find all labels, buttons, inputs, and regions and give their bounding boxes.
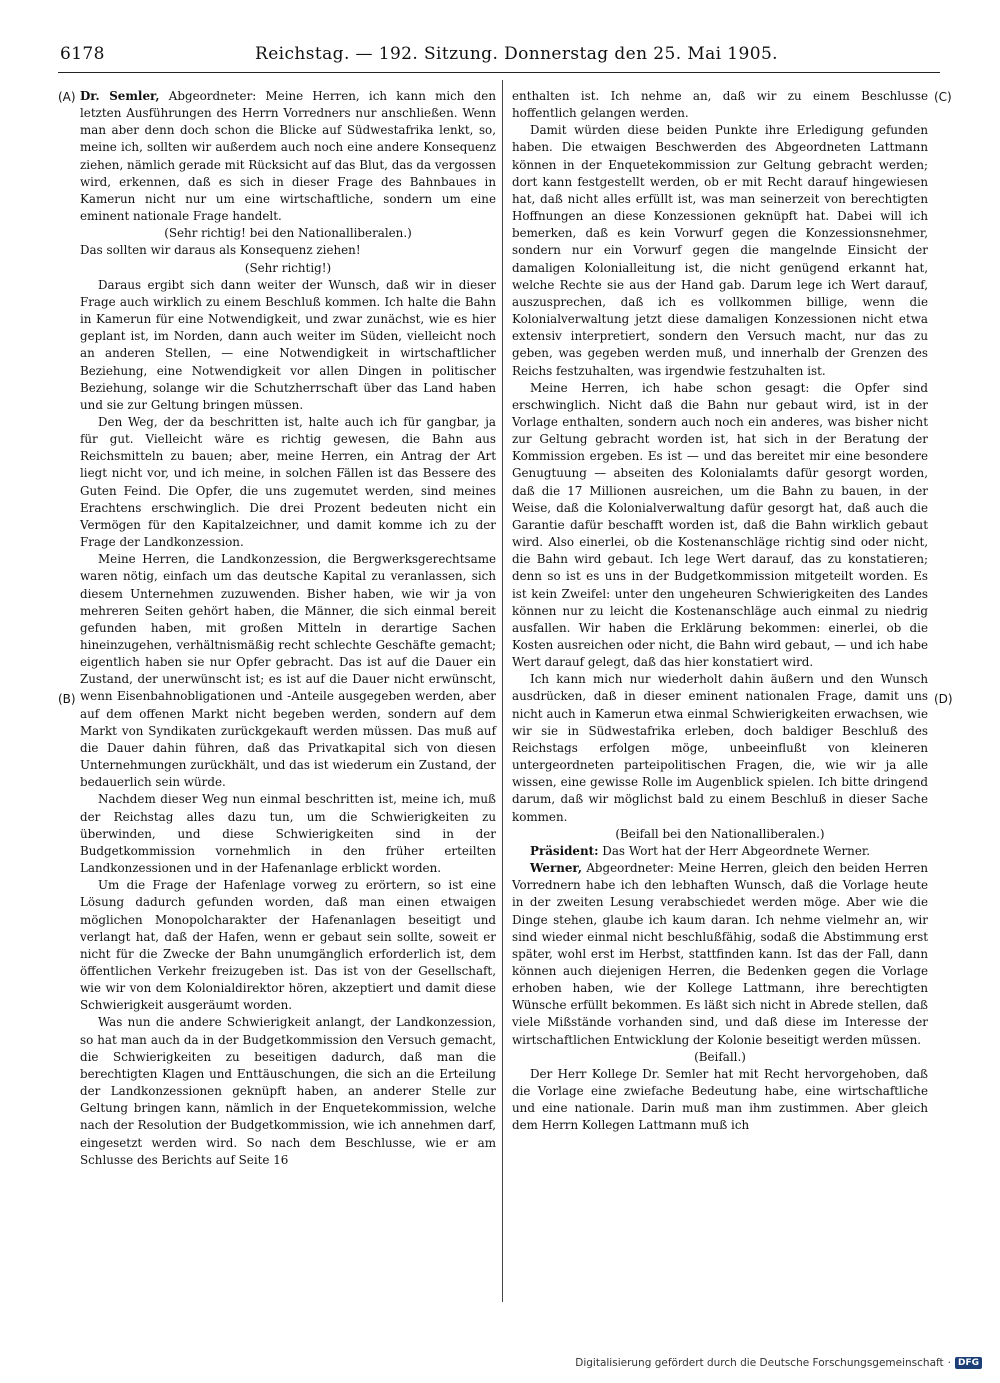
paragraph xyxy=(512,1066,928,1135)
paragraph-text: Ich kann mich nur wiederholt dahin äußern und den Wunsch ausdrücken, daß in dieser eminent nationalen Frage, damit uns nicht auch in Kamerun etwa einmal Schwierigkeiten erwachsen, wie wir sie in Südwestafrika erleben, doch baldiger Beschluß des Reichstags erfolgen möge, unbeeinflußt von kleineren untergeordneten parteipolitischen Fragen, die, wie wir ja alle wissen, eine gewisse Rolle im Augenblick spielen. Ich bitte dringend darum, daß wir möglichst bald zu einem Beschluß in dieser Sache kommen. xyxy=(512,672,928,824)
paragraph xyxy=(512,122,928,379)
paragraph xyxy=(512,860,928,1049)
page-footer: Digitalisierung gefördert durch die Deutsche Forschungsgemeinschaft · DFG xyxy=(575,1353,982,1373)
paragraph xyxy=(80,277,496,414)
paragraph-text: Was nun die andere Schwierigkeit anlangt, der Landkonzession, so hat man auch da in der Budgetkommission den Versuch gemacht, die Schwierigkeiten zu beseitigen dadurch, daß man die berechtigten Klagen und Enttäuschungen, die sich an die Erteilung der Landkonzessionen geknüpft haben, an anderer Stelle zur Geltung bringen kann, nämlich in der Enquetekommission, welche nach der Resolution der Budgetkommission, wie ich annehmen darf, eingesetzt werden wird. So nach dem Beschlusse, wie er am Schlusse des Berichts auf Seite 16 xyxy=(80,1015,496,1167)
paragraph xyxy=(512,1049,928,1066)
speaker-name: Werner, xyxy=(530,861,582,876)
paragraph-text: Abgeordneter: Meine Herren, gleich den beiden Herren Vorrednern habe ich den lebhaften Wunsch, daß die Vorlage heute in der zweiten Lesung verabschiedet werden möge. Aber wie die Dinge stehen, glaube ich kaum daran. Ich nehme vielmehr an, wir sind wieder einmal nicht beschlußfähig, sodaß die Abstimmung erst später, wohl erst im Herbst, stattfinden kann. Ist das der Fall, dann können auch diejenigen Herren, die Bedenken gegen die Vorlage erhoben haben, wie der Kollege Lattmann, ihre berechtigten Wünsche erfüllt bekommen. Es läßt sich nicht in Abrede stellen, daß viele Mißstände vorhanden sind, und daß diese im Interesse der wirtschaftlichen Entwicklung der Kolonie beseitigt werden müssen. xyxy=(512,861,928,1047)
paragraph-text: Meine Herren, ich habe schon gesagt: die Opfer sind erschwinglich. Nicht daß die Bahn nur gebaut wird, ist in der Vorlage enthalten, sondern auch noch ein anderes, was bisher nicht zur Geltung gebracht worden ist, hat sich in der Beratung der Kommission ergeben. Es ist — und das bereitet mir eine besondere Genugtuung — abseiten des Kolonialamts dafür gesorgt worden, daß die 17 Millionen ausreichen, um die Bahn zu bauen, in der Weise, daß die Kolonialverwaltung dafür gesorgt hat, daß auch die Garantie dafür beschafft worden ist, daß die Bahn wirklich gebaut wird. Also einerlei, ob die Kostenanschläge richtig sind oder nicht, die Bahn wird gebaut. Ich lege Wert darauf, das zu konstatieren; denn so ist es uns in der Budgetkommission mitgeteilt worden. Es ist kein Zweifel: unter den ungeheuren Schwierigkeiten des Landes können nur zu leicht die Kostenanschläge auch einmal zu niedrig ausfallen. Wir haben die Erklärung bekommen: einerlei, ob die Kosten ausreichen oder nicht, die Bahn wird gebaut, — und ich habe Wert darauf gelegt, daß das hier konstatiert wird. xyxy=(512,380,928,670)
margin-marker-a: (A) xyxy=(58,90,76,104)
page-header xyxy=(60,44,940,68)
paragraph-text: Um die Frage der Hafenlage vorweg zu erörtern, so ist eine Lösung dadurch gefunden worden, daß man einen etwaigen möglichen Monopolcharakter der Hafenanlagen beseitigt und verlangt hat, daß der Hafen, wenn er gebaut sein sollte, soweit er nicht für die Zwecke der Bahn unumgänglich erforderlich ist, dem öffentlichen Verkehr freizugeben ist. Das ist von der Gesellschaft, wie wir von dem Kolonialdirektor hören, akzeptiert und damit diese Schwierigkeit ausgeräumt worden. xyxy=(80,878,496,1013)
margin-marker-d: (D) xyxy=(934,692,953,706)
paragraph-text: Das sollten wir daraus als Konsequenz ziehen! xyxy=(80,243,361,258)
header-rule xyxy=(58,72,940,73)
paragraph-text: Daraus ergibt sich dann weiter der Wunsch, daß wir in dieser Frage auch wirklich zu einem Beschluß kommen. Ich halte die Bahn in Kamerun für eine Notwendigkeit, und zwar zunächst, wie es hier geplant ist, im Norden, dann auch weiter im Süden, vielleicht noch an anderen Stellen, — eine Notwendigkeit in wirtschaftlicher Beziehung, eine Notwendigkeit vor allen Dingen in politischer Beziehung, solange wir die Schutzherrschaft über das Land haben und sie zur Geltung bringen müssen. xyxy=(80,277,496,412)
paragraph-text: Nachdem dieser Weg nun einmal beschritten ist, meine ich, muß der Reichstag alles dazu tun, um die Schwierigkeiten zu überwinden, und diese Schwierigkeiten sind in der Budgetkommission vornehmlich in den früher erteilten Landkonzessionen und in der Hafenanlage erblickt worden. xyxy=(80,792,496,876)
paragraph-text: (Beifall bei den Nationalliberalen.) xyxy=(615,826,825,841)
paragraph xyxy=(80,791,496,877)
paragraph xyxy=(80,260,496,277)
paragraph-text: (Beifall.) xyxy=(694,1049,746,1064)
paragraph xyxy=(80,877,496,1014)
paragraph-text: enthalten ist. Ich nehme an, daß wir zu einem Beschlusse hoffentlich gelangen werden. xyxy=(512,89,928,121)
paragraph-text: Das Wort hat der Herr Abgeordnete Werner. xyxy=(598,843,871,858)
margin-marker-b: (B) xyxy=(58,692,76,706)
paragraph-text: (Sehr richtig!) xyxy=(244,260,332,275)
paragraph xyxy=(80,225,496,242)
page-number: 6178 xyxy=(60,44,105,64)
running-title: Reichstag. — 192. Sitzung. Donnerstag den 25. Mai 1905. xyxy=(255,44,778,64)
speaker-name: Dr. Semler, xyxy=(80,89,160,103)
paragraph xyxy=(80,551,496,791)
digitization-credit: Digitalisierung gefördert durch die Deutsche Forschungsgemeinschaft xyxy=(575,1357,944,1369)
paragraph xyxy=(512,88,928,122)
paragraph xyxy=(512,826,928,843)
paragraph-text: Meine Herren, die Landkonzession, die Bergwerksgerechtsame waren nötig, einfach um das deutsche Kapital zu veranlassen, sich diesem Unternehmen zuzuwenden. Bisher haben, wie wir ja von mehreren Seiten gehört haben, die Männer, die sich einmal bereit gefunden haben, mit großen Mitteln in derartige Sachen hineinzugehen, verhältnismäßig recht schlechte Geschäfte gemacht; eigentlich haben sie nur Opfer gebracht. Das ist auf die Dauer ein Zustand, der unerwünscht ist; es ist auf die Dauer nicht erwünscht, wenn Eisenbahnobligationen und -Anteile ausgegeben werden, aber auf dem offenen Markt nicht begeben werden, sondern auf dem Markt von Syndikaten zurückgekauft werden müssen. Das muß auf die Dauer dahin führen, daß das Privatkapital sich von diesen Unternehmungen zurückhält, und das ist wiederum ein Zustand, der bedauerlich sein würde. xyxy=(80,552,496,790)
column-divider xyxy=(502,80,503,1302)
speaker-name: Präsident: xyxy=(530,843,599,858)
dfg-logo: DFG xyxy=(955,1357,982,1369)
paragraph xyxy=(80,88,496,225)
margin-marker-c: (C) xyxy=(934,90,952,104)
paragraph-text: (Sehr richtig! bei den Nationalliberalen.) xyxy=(164,226,412,241)
paragraph xyxy=(512,380,928,672)
paragraph xyxy=(80,1014,496,1168)
paragraph-text: Damit würden diese beiden Punkte ihre Erledigung gefunden haben. Die etwaigen Beschwerden des Abgeordneten Lattmann können in der Enquetekommission zur Geltung gebracht werden; dort kann festgestellt werden, ob er mit Recht darauf hingewiesen hat, daß nicht alles erfüllt ist, was man seinerzeit von berechtigten Hoffnungen an diese Konzessionen geknüpft hat. Dabei will ich bemerken, daß es kein Vorwurf gegen die Konzessionsnehmer, sondern nur ein Vorwurf gegen die mangelnde Einsicht der damaligen Kolonialleitung ist, die nicht genügend erkannt hat, welche Rechte sie aus der Hand gab. Darum lege ich Wert darauf, auszusprechen, daß ich es vollkommen billige, wenn die Kolonialverwaltung jetzt diese damaligen Konzessionen nicht etwa extensiv interpretiert, sondern den Versuch macht, nur das zu geben, was gegeben werden muß, und innerhalb der Grenzen des Reichs festzuhalten, was irgendwie festzuhalten ist. xyxy=(512,123,928,378)
paragraph xyxy=(512,843,928,860)
right-column xyxy=(512,88,928,1135)
paragraph xyxy=(80,414,496,551)
paragraph xyxy=(512,671,928,825)
paragraph-text: Der Herr Kollege Dr. Semler hat mit Recht hervorgehoben, daß die Vorlage eine zwiefache Bedeutung habe, eine wirtschaftliche und eine nationale. Darin muß man ihm zustimmen. Aber gleich dem Herrn Kollegen Lattmann muß ich xyxy=(512,1066,928,1133)
left-column xyxy=(80,88,496,1169)
paragraph-text: Den Weg, der da beschritten ist, halte auch ich für gangbar, ja für gut. Vielleicht wäre es richtig gewesen, die Bahn aus Reichsmitteln zu bauen; aber, meine Herren, ein Antrag der Art liegt nicht vor, und ich meine, in solchen Fällen ist das Bessere des Guten Feind. Die Opfer, die uns zugemutet werden, sind meines Erachtens erschwinglich. Die drei Prozent bedeuten nicht ein Vermögen für den Kapitalzeichner, und damit komme ich zu der Frage der Landkonzession. xyxy=(80,414,496,550)
paragraph xyxy=(80,242,496,259)
paragraph-text: Abgeordneter: Meine Herren, ich kann mich den letzten Ausführungen des Herrn Vorredners nur anschließen. Wenn man aber denn doch schon die Blicke auf Südwestafrika lenkt, so, meine ich, sollten wir außerdem auch noch eine andere Konsequenz ziehen, nämlich gerade mit Rücksicht auf das Blut, das da vergossen wird, erkennen, daß es sich in dieser Frage des Bahnbaues in Kamerun nicht nur um eine wirtschaftliche, sondern um eine eminent nationale Frage handelt. xyxy=(80,89,496,224)
